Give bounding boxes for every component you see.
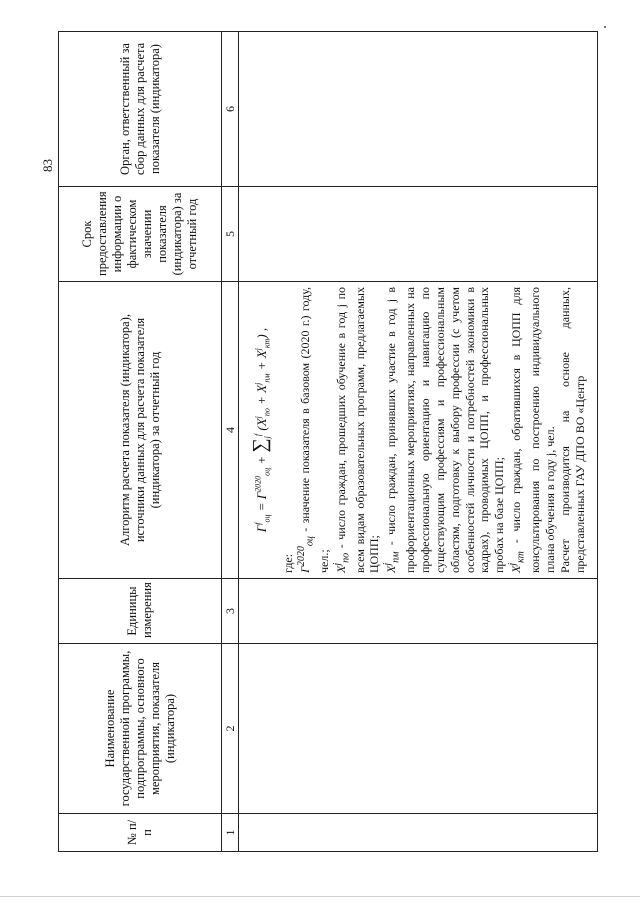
indicator-formula: $Г^f_{оц} = Г^{2020}_{оц} + \sum_j^f$ $(X^j_{по} + X^j_{пм} + X^j_{кт})$ , [249, 327, 272, 533]
header-units: Единицы измерения [59, 579, 222, 644]
calculation-source-note: Расчет производится на основе данных, представленных ГАУ ДПО ВО «Центр [557, 287, 587, 573]
algorithm-cell [239, 282, 598, 579]
deadline-cell [239, 187, 598, 282]
row-number-cell [239, 814, 598, 852]
scan-edge [0, 896, 640, 897]
definition-base-value: $Г^{2020}_{оц}$ - значение показателя в базовом (2020 г.) году, чел.; [296, 287, 331, 573]
rotated-table-page [58, 32, 598, 852]
column-number: 2 [222, 644, 239, 814]
column-number: 4 [222, 282, 239, 579]
definition-trained: $X^j_{по}$ - число граждан, прошедших обучение в год j по всем видам образовательных программ, предлагаемых ЦОПП; [331, 286, 382, 573]
scan-speck [604, 26, 606, 28]
responsible-cell [239, 32, 598, 187]
column-number: 1 [222, 814, 239, 852]
page-number: 83 [40, 159, 55, 172]
definition-consulted: $X^j_{кт}$ - число граждан, обратившихся в ЦОПП для консультирования по построению индивидуального плана обучения в году j, чел. [507, 286, 557, 573]
units-cell [239, 579, 598, 644]
column-number: 6 [222, 32, 239, 187]
header-algorithm: Алгоритм расчета показателя (индикатора), источники данных для расчета показателя (индикатора) за отчетный год [59, 282, 222, 579]
header-responsible: Орган, ответственный за сбор данных для расчета показателя (индикатора) [59, 32, 222, 187]
column-number: 3 [222, 579, 239, 644]
indicator-name-cell [239, 644, 598, 814]
indicator-table [58, 31, 598, 852]
column-number: 5 [222, 187, 239, 282]
definition-career-events: $X^j_{пм}$ - число граждан, принявших участие в год j в профориентационных мероприятиях, направленных на профессиональную ориентацию и навигацию по существующим профессиям и профессиональным областям, подготовку к выбору профессии (с учетом особенностей личности и потребностей экономики в кадрах), проводимых ЦОПП, и профессиональных пробах на базе ЦОПП; [382, 287, 507, 573]
header-name: Наименование государственной программы, подпрограммы, основного мероприятия, показателя (индикатора) [59, 644, 222, 814]
header-deadline: Срок предоставления информации о фактическом значении показателя (индикатора) за отчетный год [59, 187, 222, 282]
header-number: № п/п [59, 814, 222, 852]
where-label: где: [281, 553, 296, 573]
